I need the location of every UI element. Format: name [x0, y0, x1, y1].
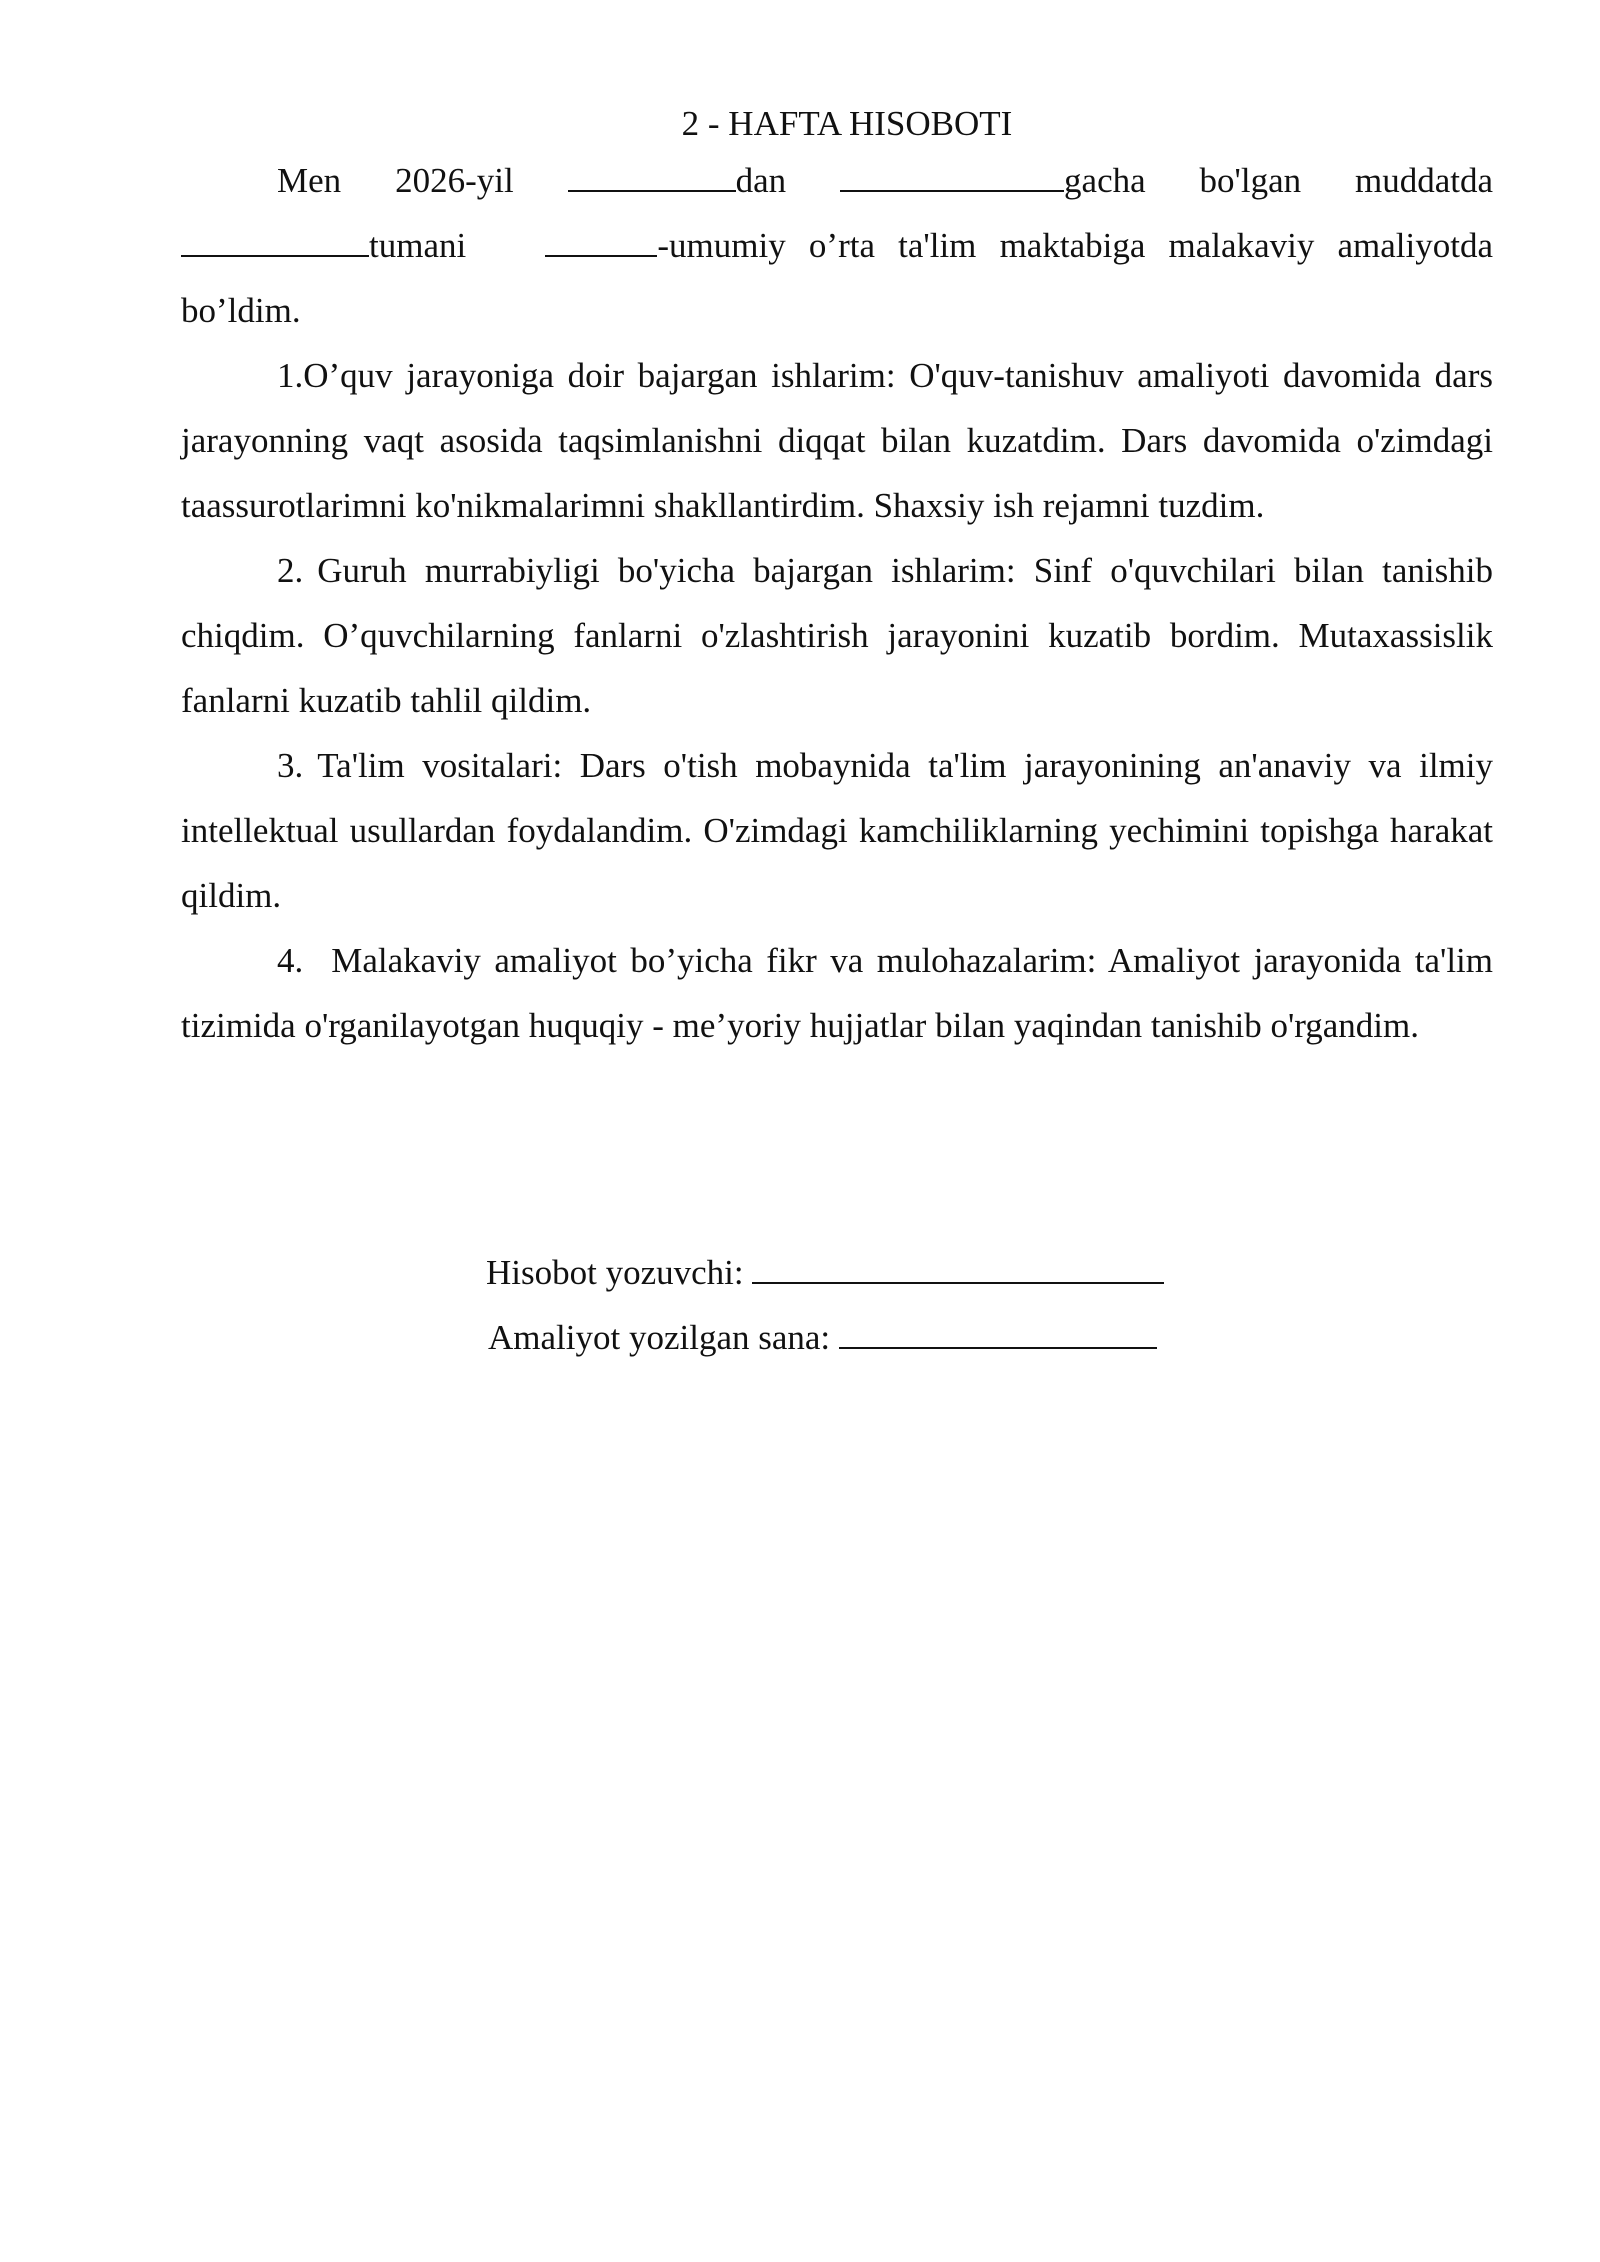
intro-word-bolgan: bo'lgan [1199, 161, 1302, 200]
intro-word-boldim: bo’ldim. [181, 291, 301, 330]
intro-word-tumani: tumani [369, 226, 467, 265]
item-number: 3. [277, 746, 304, 785]
report-item-3 [181, 733, 1493, 928]
date-signature-line [488, 1305, 1157, 1370]
start-date-blank [568, 156, 736, 192]
item-text: Ta'lim vositalari: Dars o'tish mobaynida ta'lim jarayonining an'anaviy va ilmiy intellektual usullardan foydalandim. O'zimdagi kamchiliklarning yechimini topishga harakat qildim. [181, 746, 1493, 915]
author-signature-line [486, 1240, 1164, 1305]
author-label: Hisobot yozuvchi: [486, 1253, 744, 1292]
intro-word-dan: dan [735, 161, 787, 200]
intro-paragraph-line-2 [181, 213, 1493, 278]
document-body [181, 100, 1493, 1058]
item-text: Malakaviy amaliyot bo’yicha fikr va mulohazalarim: Amaliyot jarayonida ta'lim tizimida o'rganilayotgan huquqiy - me’yoriy hujjatlar bilan yaqindan tanishib o'rgandim. [181, 941, 1493, 1045]
date-label: Amaliyot yozilgan sana: [488, 1318, 831, 1357]
intro-word-men: Men [277, 161, 342, 200]
report-item-1 [181, 343, 1493, 538]
item-number: 1. [277, 356, 304, 395]
end-date-blank [840, 156, 1064, 192]
intro-paragraph-line-3 [181, 278, 1493, 343]
district-blank [181, 221, 369, 257]
item-text: O’quv jarayoniga doir bajargan ishlarim: O'quv-tanishuv amaliyoti davomida dars jarayonning vaqt asosida taqsimlanishni diqqat bilan kuzatdim. Dars davomida o'zimdagi taassurotlarimni ko'nikmalarimni shakllantirdim. Shaxsiy ish rejamni tuzdim. [181, 356, 1493, 525]
report-item-4 [181, 928, 1493, 1058]
report-date-blank [839, 1313, 1157, 1349]
report-item-2 [181, 538, 1493, 733]
item-number: 2. [277, 551, 304, 590]
intro-school-text: -umumiy o’rta ta'lim maktabiga malakaviy amaliyotda [657, 226, 1494, 265]
intro-paragraph [181, 148, 1493, 213]
item-number: 4. [277, 941, 304, 980]
school-number-blank [545, 221, 657, 257]
item-text: Guruh murrabiyligi bo'yicha bajargan ishlarim: Sinf o'quvchilari bilan tanishib chiqdim. O’quvchilarning fanlarni o'zlashtirish jarayonini kuzatib bordim. Mutaxassislik fanlarni kuzatib tahlil qildim. [181, 551, 1493, 720]
intro-word-gacha: gacha [1064, 161, 1146, 200]
document-title: 2 - HAFTA HISOBOTI [681, 104, 1013, 143]
intro-word-muddatda: muddatda [1355, 161, 1494, 200]
author-name-blank [752, 1248, 1164, 1284]
intro-year: 2026-yil [395, 161, 514, 200]
